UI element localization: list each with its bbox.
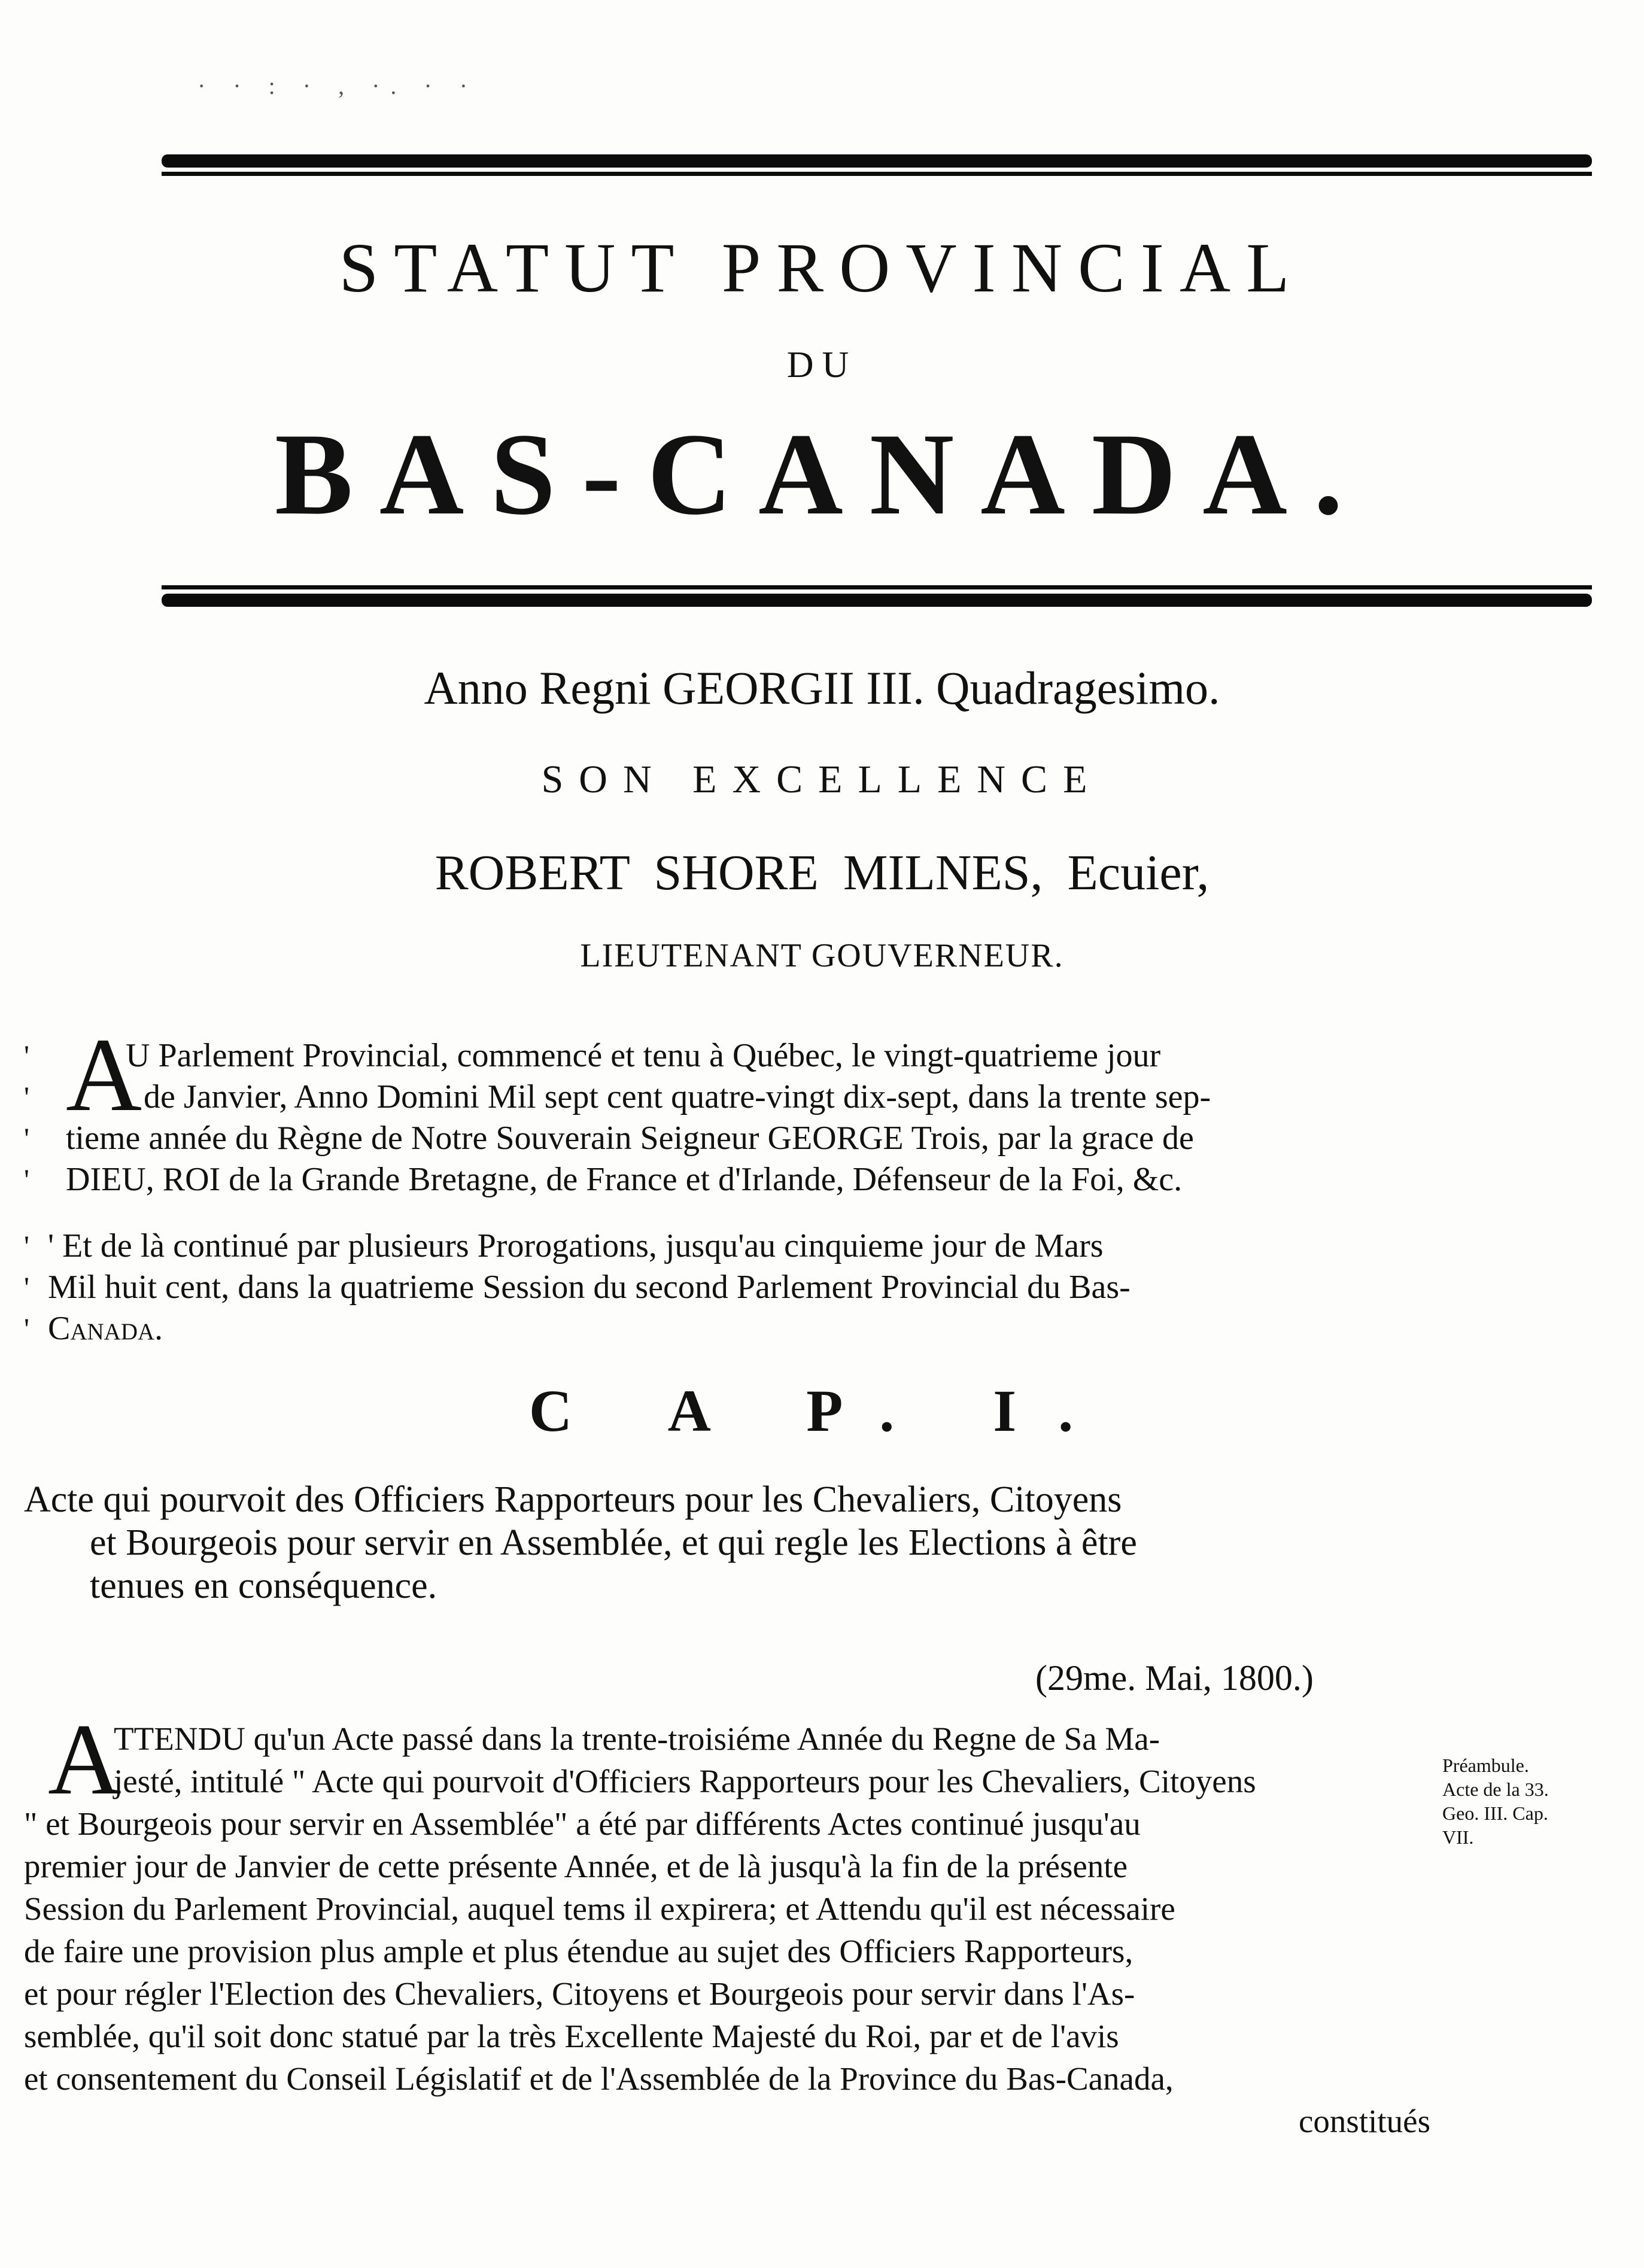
body-line-9: et consentement du Conseil Législatif et de l'Assemblée de la Province du Bas-Canada, <box>24 2060 1174 2097</box>
margin-note-line-3: Geo. III. Cap. <box>1442 1802 1548 1824</box>
governor-name-line: ROBERT SHORE MILNES, Ecuier, <box>434 845 1210 901</box>
session-line-1: U Parlement Provincial, commencé et tenu à Québec, le vingt-quatrieme jour <box>126 1037 1161 1074</box>
quote-marks-session: ' ' ' ' <box>24 1039 30 1196</box>
margin-note-line-2: Acte de la 33. <box>1442 1778 1549 1800</box>
top-rule-thick <box>162 154 1592 168</box>
title-du: DU <box>786 345 858 385</box>
continuation-line-3: Canada. <box>48 1310 163 1347</box>
title-bas-canada: BAS-CANADA. <box>275 409 1369 539</box>
chapter-heading: C A P. I. <box>528 1378 1116 1444</box>
margin-note-line-4: VII. <box>1442 1826 1474 1848</box>
mid-rule-thick <box>162 594 1592 607</box>
body-line-8: semblée, qu'il soit donc statué par la très Excellente Majesté du Roi, par et de l'avis <box>24 2018 1119 2054</box>
body-line-1: TTENDU qu'un Acte passé dans la trente-troisiéme Année du Regne de Sa Ma- <box>114 1720 1160 1757</box>
margin-note <box>1442 1753 1616 1849</box>
top-specks: · · : · , ·. · · <box>197 72 479 99</box>
dropcap-a-body: A <box>48 1703 121 1816</box>
dropcap-a-session: A <box>66 1017 142 1133</box>
body-line-6: de faire une provision plus ample et plus étendue au sujet des Officiers Rapporteurs, <box>24 1933 1134 1969</box>
mid-rule-thin <box>162 585 1592 589</box>
chapter-date: (29me. Mai, 1800.) <box>1035 1658 1314 1698</box>
anno-regni-line: Anno Regni GEORGII III. Quadragesimo. <box>424 662 1220 714</box>
margin-note-line-1: Préambule. <box>1442 1755 1529 1776</box>
body-line-4: premier jour de Janvier de cette présente Année, et de là jusqu'à la fin de la présente <box>24 1848 1128 1884</box>
body-line-3: " et Bourgeois pour servir en Assemblée" a été par différents Actes continué jusqu'au <box>24 1805 1141 1842</box>
body-paragraph <box>24 1717 1436 2142</box>
acte-line-3: tenues en conséquence. <box>90 1565 437 1606</box>
session-line-3: tieme année du Règne de Notre Souverain Seigneur GEORGE Trois, par la grace de <box>66 1120 1194 1157</box>
body-line-10: constitués <box>1299 2103 1430 2139</box>
session-line-2: de Janvier, Anno Domini Mil sept cent quatre-vingt dix-sept, dans la trente sep- <box>144 1078 1211 1115</box>
acte-line-2: et Bourgeois pour servir en Assemblée, et qui regle les Elections à être <box>90 1522 1137 1563</box>
acte-line-1: Acte qui pourvoit des Officiers Rapporteurs pour les Chevaliers, Citoyens <box>24 1479 1122 1520</box>
quote-marks-continuation: ' ' ' <box>24 1229 30 1345</box>
body-line-2: jesté, intitulé " Acte qui pourvoit d'Officiers Rapporteurs pour les Chevaliers, Citoyens <box>114 1763 1256 1799</box>
body-line-5: Session du Parlement Provincial, auquel tems il expirera; et Attendu qu'il est nécessaire <box>24 1890 1175 1927</box>
governor-office-line: LIEUTENANT GOUVERNEUR. <box>580 937 1064 974</box>
continuation-line-2: Mil huit cent, dans la quatrieme Session du second Parlement Provincial du Bas- <box>48 1269 1131 1306</box>
session-line-4: DIEU, ROI de la Grande Bretagne, de France et d'Irlande, Défenseur de la Foi, &c. <box>66 1161 1183 1198</box>
son-excellence-line: SON EXCELLENCE <box>541 758 1103 801</box>
top-rule-thin <box>162 172 1592 176</box>
body-line-7: et pour régler l'Election des Chevaliers, Citoyens et Bourgeois pour servir dans l'As- <box>24 1975 1135 2012</box>
mid-double-rule <box>162 585 1592 607</box>
title-statut-provincial: STATUT PROVINCIAL <box>339 229 1305 307</box>
continuation-paragraph <box>48 1226 1424 1349</box>
continuation-line-1: ' Et de là continué par plusieurs Prorogations, jusqu'au cinquieme jour de Mars <box>48 1227 1104 1264</box>
session-paragraph <box>66 1035 1436 1200</box>
top-double-rule <box>162 154 1592 176</box>
acte-title <box>24 1478 1436 1607</box>
